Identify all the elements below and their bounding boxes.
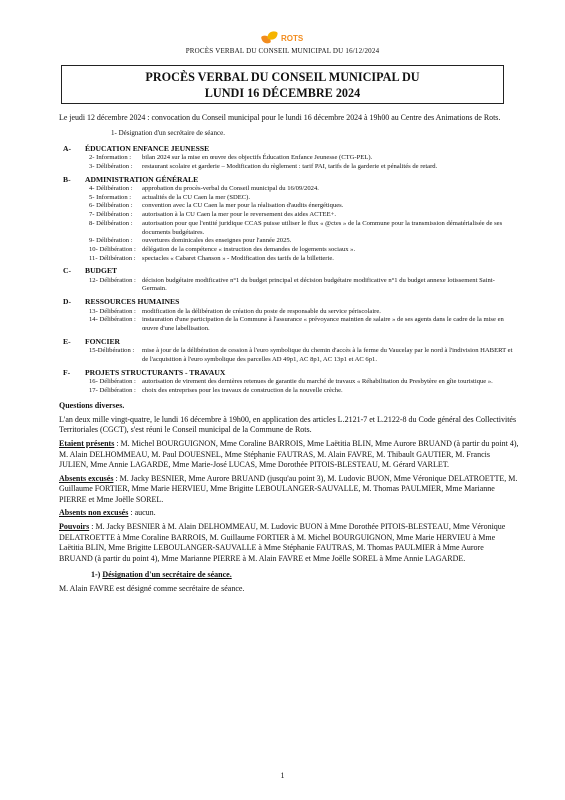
non-excuses-paragraph (59, 508, 519, 519)
agenda-row (59, 308, 519, 317)
agenda-row-text: bilan 2024 sur la mise en œuvre des objectifs Éducation Enfance Jeunesse (CTG-PEL). (142, 154, 373, 162)
agenda-row (59, 194, 519, 203)
presents-list: : M. Michel BOURGUIGNON, Mme Coraline BARROIS, Mme Laëtitia BLIN, Mme Aurore BRUAND (à partir du point 4), M. Alain DELHOMMEAU, M. Paul DOUESNEL, Mme Stéphanie FAUTRAS, M. Alain FAVRE, M. Thibault GAUTIER, M. Francis JULIEN, Mme Annie LAGARDE, Mme Marie-José LUCAS, Mme Dorothée PITOIS-BLESTEAU, M. Gérard VARLET. (59, 438, 519, 470)
agenda-row-label: 15-Délibération : (89, 347, 135, 355)
logo-text: ROTS (281, 33, 304, 43)
section-letter: A- (63, 143, 72, 153)
section-heading (59, 337, 519, 347)
agenda-row-text: convention avec la CU Caen la mer pour la réalisation d'audits énergétiques. (142, 202, 344, 210)
page-number: 1 (280, 771, 285, 780)
agenda-row-text: ouvertures dominicales des enseignes pour l'année 2025. (142, 237, 292, 245)
section-letter: E- (63, 336, 71, 346)
section-title: ADMINISTRATION GÉNÉRALE (85, 174, 199, 184)
agenda-row-label: 4- Délibération : (89, 185, 133, 193)
section-title: BUDGET (85, 266, 118, 276)
agenda-row (59, 154, 519, 163)
agenda-row (59, 387, 519, 396)
section-letter: F- (63, 367, 71, 377)
closing-heading (59, 570, 519, 580)
excuses-list: : M. Jacky BESNIER, Mme Aurore BRUAND (jusqu'au point 3), M. Ludovic BUON, Mme Véronique DELATROETTE, M. Guillaume FORTIER, Mme Marie HERVIEU, Mme Brigitte LEBOULANGER-SAUVALLE, M. Thomas PAULMIER, Mme Marianne PIERRE et Mme Joëlle SOREL. (59, 473, 518, 504)
agenda-row-text: autorisation pour que l'entité juridique CCAS puisse utiliser le flux « @ctes » de la Commune pour la transmission dématérialisée de ses documents budgétaires. (142, 219, 503, 236)
section-title: FONCIER (85, 336, 121, 346)
leaf-icon (262, 30, 278, 46)
intro-paragraph: Le jeudi 12 décembre 2024 : convocation du Conseil municipal pour le lundi 16 décembre 2024 à 19h00 au Centre des Animations de Rots. (59, 113, 501, 122)
opening-paragraph: L'an deux mille vingt-quatre, le lundi 16 décembre à 19h00, en application des articles L.2121-7 et L.2122-8 du Code général des Collectivités Territoriales (CGCT), s'est réuni le Conseil municipal de la Commune de Rots. (59, 414, 517, 435)
agenda-row (59, 220, 519, 237)
agenda-row-label: 8- Délibération : (89, 219, 133, 227)
section-heading (59, 144, 519, 154)
agenda-row-label: 6- Délibération : (89, 202, 133, 210)
section-heading (59, 368, 519, 378)
pouvoirs-label: Pouvoirs (59, 522, 90, 532)
agenda-row-text: délégation de la compétence « instruction des demandes de logements sociaux ». (142, 245, 356, 253)
agenda-row-label: 3- Délibération : (89, 162, 133, 170)
agenda-row-text: modification de la délibération de création du poste de responsable du service périscolaire. (142, 307, 381, 315)
agenda-sections (59, 144, 519, 396)
section-letter: C- (63, 266, 72, 276)
agenda-row-text: instauration d'une participation de la Commune à l'assurance « prévoyance maintien de salaire » de ses agents dans le cadre de la mise en œuvre d'une labellisation. (142, 316, 504, 332)
section-letter: D- (63, 297, 72, 307)
agenda-row-label: 16- Délibération : (89, 377, 136, 385)
running-header: PROCÈS VERBAL DU CONSEIL MUNICIPAL DU 16/12/2024 (185, 47, 380, 55)
questions-diverses: Questions diverses. (59, 401, 125, 411)
closing-number: 1-) (91, 570, 101, 580)
section-title: RESSOURCES HUMAINES (85, 297, 180, 307)
agenda-row (59, 202, 519, 211)
closing-title: Désignation d'un secrétaire de séance. (102, 570, 232, 580)
agenda-row (59, 255, 519, 264)
rots-logo (262, 30, 303, 46)
agenda-row-text: approbation du procès-verbal du Conseil municipal du 16/09/2024. (142, 185, 319, 193)
agenda-row-text: actualités de la CU Caen la mer (SDEC). (142, 193, 251, 201)
agenda-row (59, 378, 519, 387)
presents-label: Etaient présents (59, 438, 115, 448)
section-heading (59, 297, 519, 307)
agenda-row (59, 237, 519, 246)
pouvoirs-list: : M. Jacky BESNIER à M. Alain DELHOMMEAU, M. Ludovic BUON à Mme Dorothée PITOIS-BLESTEAU, Mme Véronique DELATROETTE à Mme Coraline BARROIS, M. Guillaume FORTIER à M. Michel BOURGUIGNON, Mme Marie HERVIEU à Mme Laëtitia BLIN, Mme Brigitte LEBOULANGER-SAUVALLE à Mme Stéphanie FAUTRAS, M. Thomas PAULMIER à Mme Aurore BRUAND (à partir du point 4), Mme Marianne PIERRE à M. Alain FAVRE et Mme Joëlle SOREL à Mme Annie LAGARDE. (59, 522, 506, 563)
agenda-row (59, 347, 519, 364)
agenda-row (59, 211, 519, 220)
agenda-item-1: 1- Désignation d'un secrétaire de séance. (111, 129, 225, 138)
agenda-row (59, 185, 519, 194)
closing-text: M. Alain FAVRE est désigné comme secrétaire de séance. (59, 583, 245, 593)
agenda-row-label: 5- Information : (89, 193, 132, 201)
non-excuses-label: Absents non excusés (59, 508, 129, 518)
agenda-row (59, 277, 519, 294)
section-title: ÉDUCATION ENFANCE JEUNESSE (85, 143, 210, 153)
presents-paragraph (59, 439, 519, 471)
agenda-row-text: spectacles « Cabaret Chanson » - Modification des tarifs de la billetterie. (142, 254, 334, 262)
section-title: PROJETS STRUCTURANTS - TRAVAUX (85, 367, 226, 377)
agenda-row-label: 10- Délibération : (89, 245, 136, 253)
section-heading (59, 175, 519, 185)
agenda-row-text: restaurant scolaire et garderie – Modification du règlement : tarif PAI, tarifs de la garderie et pénalités de retard. (142, 162, 438, 170)
document-title (61, 65, 504, 104)
agenda-row-text: décision budgétaire modificative n°1 du budget principal et décision budgétaire modificative n°1 du budget annexe lotissement Saint-Germain. (142, 276, 495, 293)
title-line-1: PROCÈS VERBAL DU CONSEIL MUNICIPAL DU (145, 70, 420, 84)
agenda-row-label: 11- Délibération : (89, 254, 136, 262)
pouvoirs-paragraph (59, 522, 519, 564)
section-heading (59, 266, 519, 276)
agenda-row-label: 13- Délibération : (89, 307, 136, 315)
non-excuses-list: : aucun. (128, 508, 156, 518)
agenda-row-label: 17- Délibération : (89, 386, 136, 394)
agenda-row-text: autorisation de virement des dernières retenues de garantie du marché de travaux « Réhabilitation du Presbytère en gîte touristique ». (142, 377, 493, 385)
agenda-row-text: choix des entreprises pour les travaux de construction de la nouvelle crèche. (142, 386, 343, 394)
agenda-row-text: autorisation à la CU Caen la mer pour le reversement des aides ACTEE+. (142, 211, 336, 219)
agenda-row-label: 14- Délibération : (89, 316, 136, 324)
agenda-row-text: mise à jour de la délibération de cession à l'euro symbolique du chemin d'accès à la ferme du Vaucelay par le nord à l'indivision HABERT et de l'acquisition à l'euro symbolique des parcelles AD 49p1, AC 8p1, AC 13p1 et AC 6p1. (142, 347, 513, 363)
excuses-label: Absents excusés (59, 473, 114, 483)
document-body (59, 113, 519, 594)
agenda-row-label: 12- Délibération : (89, 276, 136, 284)
section-letter: B- (63, 174, 71, 184)
agenda-row (59, 163, 519, 172)
excuses-paragraph (59, 474, 519, 506)
agenda-row (59, 246, 519, 255)
agenda-row-label: 9- Délibération : (89, 237, 133, 245)
title-line-2: LUNDI 16 DÉCEMBRE 2024 (204, 85, 361, 100)
agenda-row (59, 316, 519, 333)
agenda-row-label: 7- Délibération : (89, 211, 133, 219)
agenda-row-label: 2- Information : (89, 154, 132, 162)
